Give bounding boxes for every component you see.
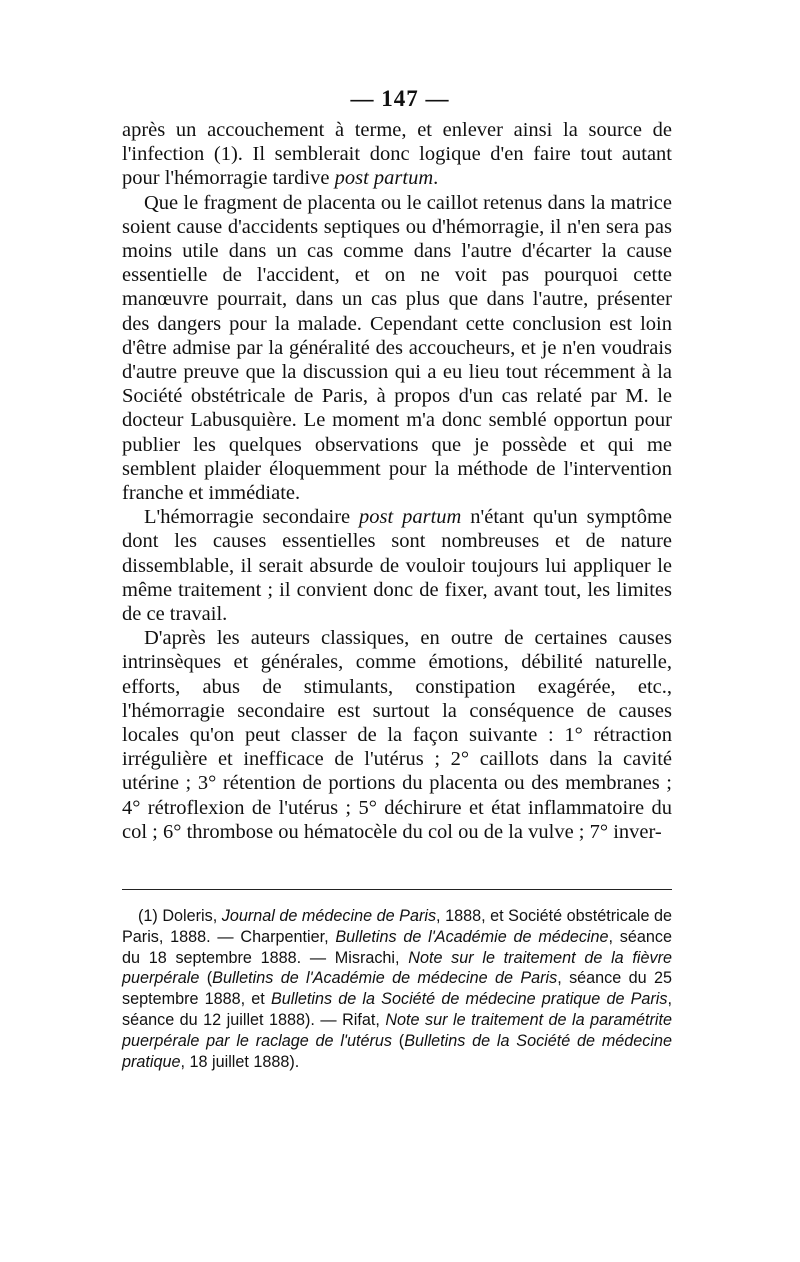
italic-run: Bulletins de l'Académie de médecine de Paris bbox=[212, 969, 558, 988]
text-run: ( bbox=[199, 969, 213, 988]
paragraph-4 bbox=[122, 626, 672, 844]
text-run: D'après les auteurs classiques, en outre de certaines causes intrinsèques et générales, comme émotions, débilité naturelle, efforts, abus de stimulants, constipation exagérée, etc., l'hémorragie secondaire est surtout la conséquence de causes locales qu'on peut classer de la façon suivante : 1° rétraction irrégulière et inefficace de l'utérus ; 2° caillots dans la cavité utérine ; 3° rétention de portions du placenta ou des membranes ; 4° rétroflexion de l'utérus ; 5° déchirure et état inflammatoire du col ; 6° thrombose ou hématocèle du col ou de la vulve ; 7° inver- bbox=[122, 627, 672, 843]
text-run: , séance du 12 juillet 1888). — Rifat, bbox=[122, 990, 672, 1029]
italic-run: post partum bbox=[359, 506, 462, 529]
text-run: , 18 juillet 1888). bbox=[180, 1052, 300, 1071]
text-run: après un accouchement à terme, et enlever ainsi la source de l'infection (1). Il semblerait donc logique d'en faire tout autant pour l'hémorragie tardive bbox=[122, 119, 672, 190]
footnotes bbox=[122, 906, 672, 1072]
paragraph-2 bbox=[122, 191, 672, 506]
text-run: . bbox=[433, 167, 439, 190]
footnote-divider bbox=[122, 889, 672, 890]
italic-run: Note sur le traitement de la fièvre puerpérale bbox=[122, 948, 672, 988]
text-run: , séance du 25 septembre 1888, et bbox=[122, 969, 672, 1009]
italic-run: post partum bbox=[334, 167, 434, 190]
italic-run: Bulletins de l'Académie de médecine bbox=[335, 927, 609, 946]
body-text bbox=[122, 118, 672, 844]
page-number: — 147 — bbox=[350, 86, 450, 111]
text-run: Que le fragment de placenta ou le caillot retenus dans la matrice soient cause d'accidents septiques ou d'hémorragie, il n'en sera pas moins utile dans un cas comme dans l'autre d'écarter la cause essentielle de l'accident, et on ne voit pas pourquoi cette manœuvre pourrait, dans un cas plus que dans l'autre, présenter des dangers pour la malade. Cependant cette conclusion est loin d'être admise par la généralité des accoucheurs, et je n'en voudrais d'autre preuve que la discussion qui a eu lieu tout récemment à la Société obstétricale de Paris, à propos d'un cas relaté par M. le docteur Labusquière. Le moment m'a donc semblé opportun pour publier les quelques observations que je possède et qui me semblent plaider éloquemment pour la méthode de l'intervention franche et immédiate. bbox=[122, 191, 672, 505]
footnote-1 bbox=[122, 906, 672, 1072]
italic-run: Bulletins de la Société de médecine pratique de Paris bbox=[270, 990, 668, 1009]
text-run: ( bbox=[392, 1031, 405, 1050]
text-run: , séance du 18 septembre 1888. — Misrachi, bbox=[122, 927, 672, 967]
text-run: , 1888, et Société obstétricale de Paris, 1888. — Charpentier, bbox=[122, 907, 672, 946]
text-run: n'étant qu'un symptôme dont les causes essentielles sont nombreuses et de nature dissemblable, il serait absurde de vouloir toujours lui appliquer le même traitement ; il convient donc de fixer, avant tout, les limites de ce travail. bbox=[122, 506, 673, 626]
italic-run: Bulletins de la Société de médecine pratique bbox=[122, 1031, 673, 1071]
paragraph-1 bbox=[122, 118, 672, 191]
italic-run: Note sur le traitement de la paramétrite puerpérale par le raclage de l'utérus bbox=[122, 1010, 672, 1050]
italic-run: Journal de médecine de Paris bbox=[221, 907, 437, 925]
text-run: L'hémorragie secondaire bbox=[144, 506, 360, 529]
paragraph-3 bbox=[122, 505, 672, 626]
text-run: (1) Doleris, bbox=[138, 907, 222, 925]
